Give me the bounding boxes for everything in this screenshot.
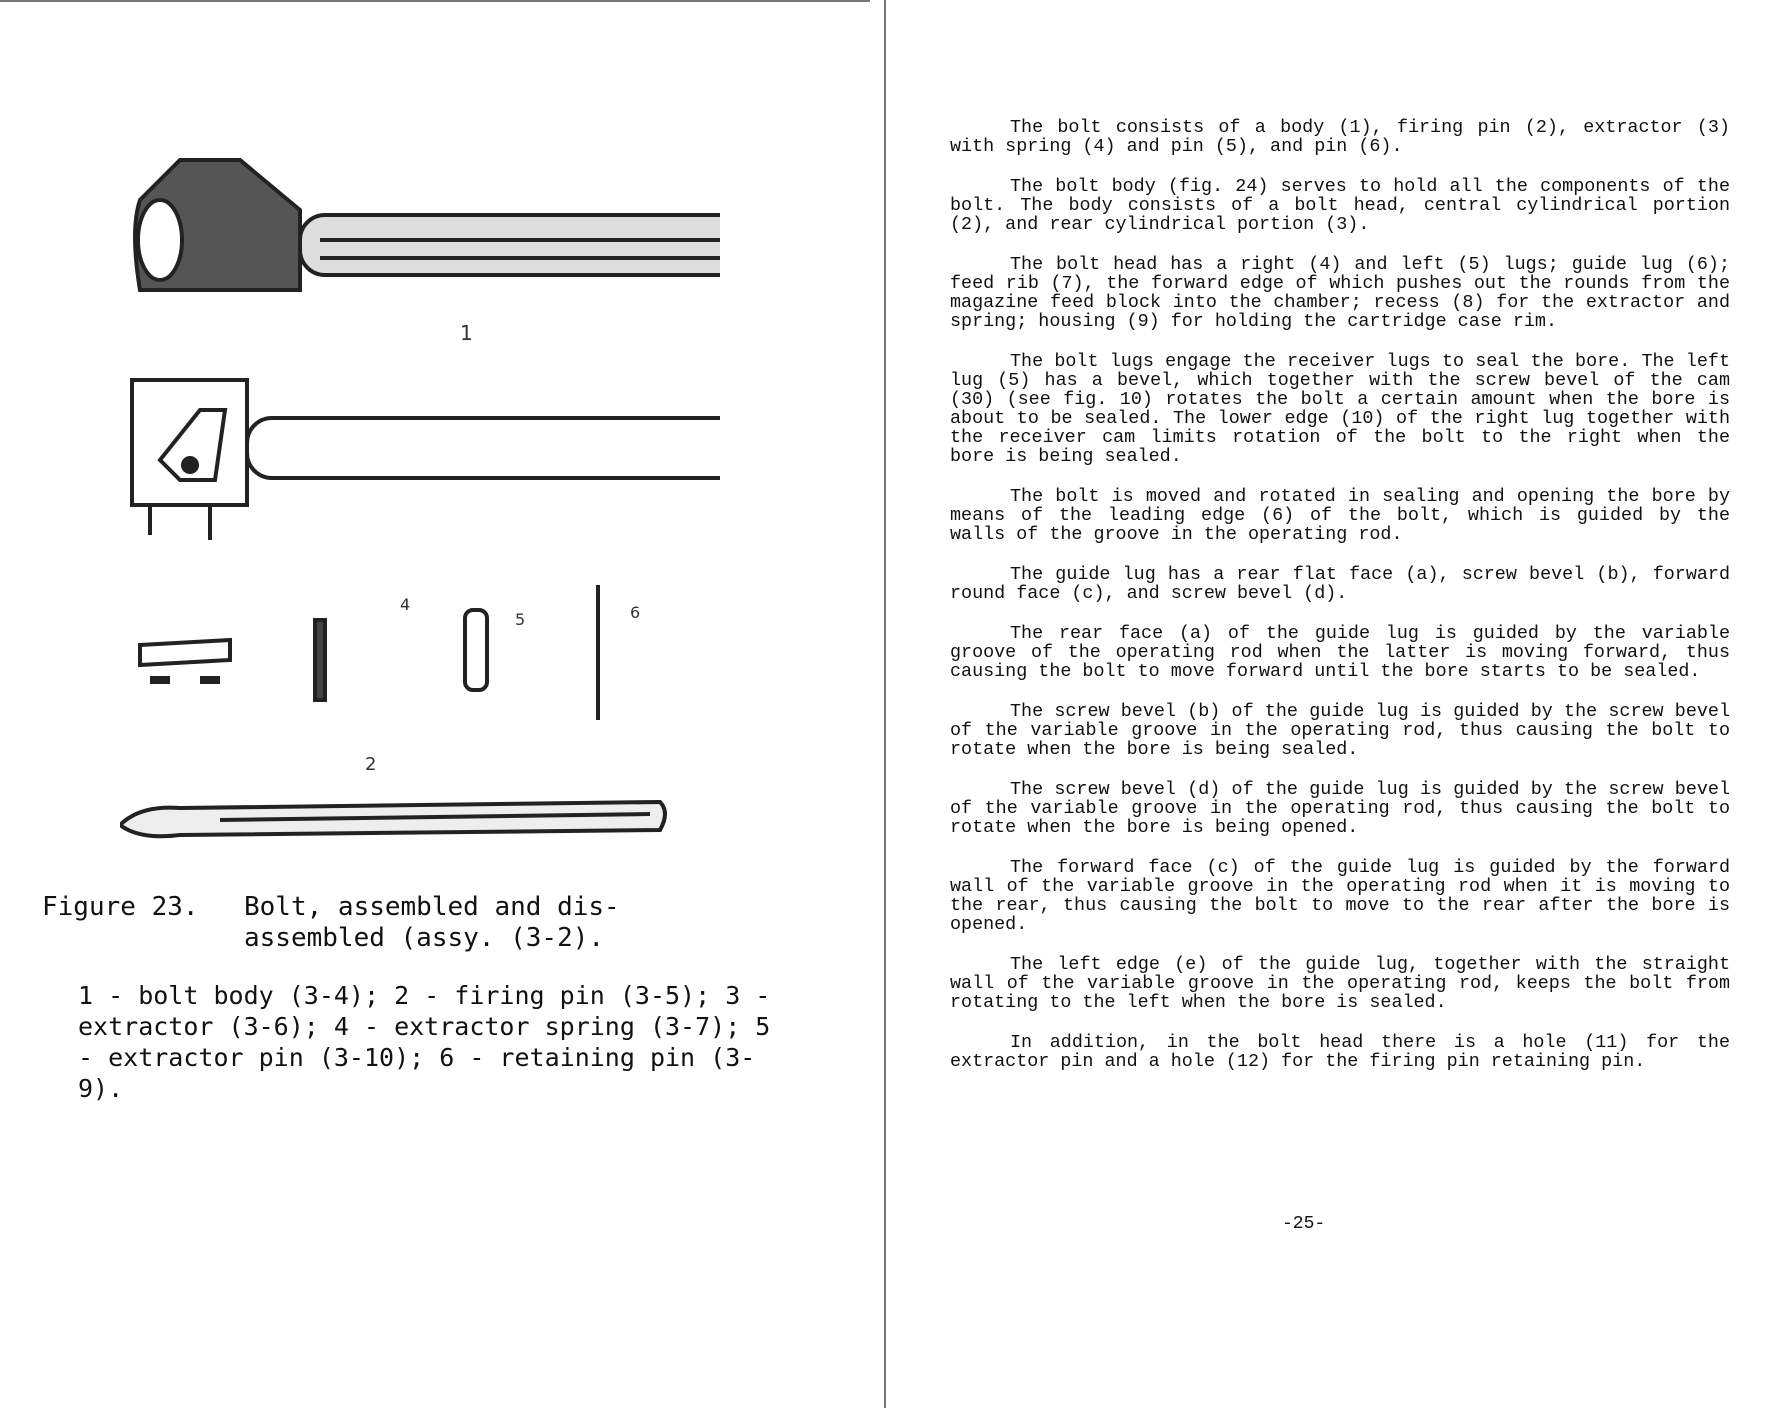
callout-1: 1 xyxy=(460,321,473,345)
body-text-column xyxy=(950,118,1730,1092)
paragraph: The bolt lugs engage the receiver lugs to seal the bore. The left lug (5) has a bevel, which together with the screw bevel of the cam (30) (see fig. 10) rotates the bolt a certain amount when the bore is about to be sealed. The lower edge (10) of the right lug together with the receiver cam limits rotation of the bolt to the right when the bore is being sealed. xyxy=(950,351,1730,467)
page-number: -25- xyxy=(1282,1214,1326,1234)
figure-label: Figure 23. xyxy=(42,892,199,922)
paragraph: The left edge (e) of the guide lug, together with the straight wall of the variable groove in the operating rod, keeps the bolt from rotating to the left when the bore is sealed. xyxy=(950,954,1730,1013)
bolt-parts-drawing xyxy=(120,140,720,860)
figure-caption xyxy=(42,892,822,954)
paragraph: The screw bevel (b) of the guide lug is guided by the screw bevel of the variable groove in the operating rod, thus causing the bolt to rotate when the bore is being sealed. xyxy=(950,701,1730,760)
paragraph: The bolt head has a right (4) and left (5) lugs; guide lug (6); feed rib (7), the forward edge of which pushes out the rounds from the magazine feed block into the chamber; recess (8) for the extractor and spring; housing (9) for holding the cartridge case rim. xyxy=(950,254,1730,332)
paragraph: The bolt consists of a body (1), firing pin (2), extractor (3) with spring (4) and pin (5), and pin (6). xyxy=(950,117,1730,157)
page-spine xyxy=(884,0,886,1408)
paragraph: In addition, in the bolt head there is a hole (11) for the extractor pin and a hole (12) for the firing pin retaining pin. xyxy=(950,1032,1730,1072)
callout-4: 4 xyxy=(400,595,411,614)
small-parts xyxy=(140,585,598,720)
assembled-bolt xyxy=(135,160,720,290)
callout-5: 5 xyxy=(515,610,526,629)
figure-caption-text: Bolt, assembled and dis- assembled (assy. (3-2). xyxy=(244,892,620,953)
callout-2: 2 xyxy=(365,754,377,775)
paragraph: The guide lug has a rear flat face (a), screw bevel (b), forward round face (c), and screw bevel (d). xyxy=(950,564,1730,604)
paragraph: The bolt body (fig. 24) serves to hold all the components of the bolt. The body consists of a bolt head, central cylindrical portion (2), and rear cylindrical portion (3). xyxy=(950,176,1730,235)
bolt-body xyxy=(132,380,720,540)
paragraph: The bolt is moved and rotated in sealing and opening the bore by means of the leading edge (6) of the bolt, which is guided by the walls of the groove in the operating rod. xyxy=(950,486,1730,545)
paragraph: The forward face (c) of the guide lug is guided by the forward wall of the variable groove in the operating rod when it is moving to the rear, thus causing the bolt to move to the rear after the bore is opened. xyxy=(950,857,1730,935)
paragraph: The screw bevel (d) of the guide lug is guided by the screw bevel of the variable groove in the operating rod, thus causing the bolt to rotate when the bore is being opened. xyxy=(950,779,1730,838)
paragraph: The rear face (a) of the guide lug is guided by the variable groove of the operating rod when the latter is moving forward, thus causing the bolt to move forward until the bore starts to be sealed. xyxy=(950,623,1730,682)
bolt-figure-illustration xyxy=(120,140,720,860)
figure-legend: 1 - bolt body (3-4); 2 - firing pin (3-5); 3 - extractor (3-6); 4 - extractor spring (3-7); 5 - extractor pin (3-10); 6 - retaining pin (3-9). xyxy=(78,981,771,1103)
callout-6: 6 xyxy=(630,603,641,622)
top-rule xyxy=(0,0,870,2)
firing-pin xyxy=(120,802,665,836)
